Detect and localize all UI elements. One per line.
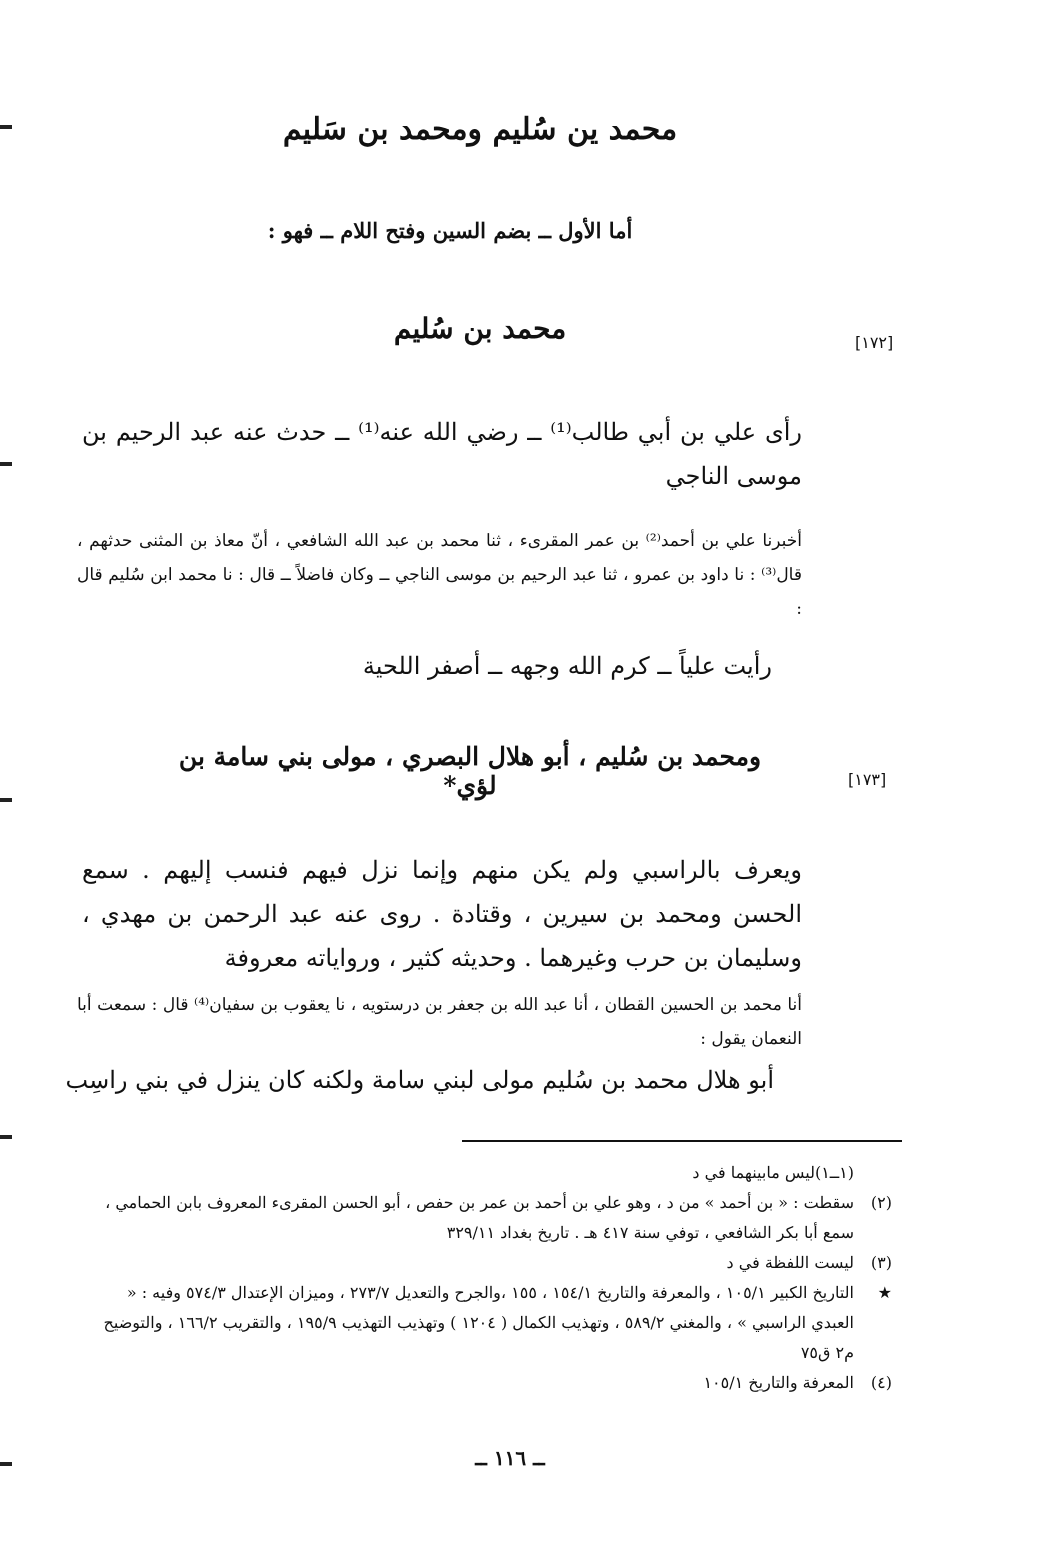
footnote-number: (۳)	[870, 1253, 892, 1272]
footnote-number	[854, 1158, 892, 1188]
entry-quote: أبو هلال محمد بن سُليم مولى لبني سامة ولكنه كان ينزل في بني راسِب	[65, 1066, 774, 1094]
scan-edge-mark	[0, 1462, 12, 1466]
entry-heading: ومحمد بن سُليم ، أبو هلال البصري ، مولى بني سامة بن لؤي*	[178, 742, 762, 800]
entry-quote: رأيت علياً ــ كرم الله وجهه ــ أصفر اللحية	[362, 652, 772, 680]
entry-number: [۱۷۲]	[855, 333, 894, 352]
footnote-text: (۱ــ۱)ليس مابينهما في د	[692, 1163, 854, 1182]
page-title: محمد ين سُليم ومحمد بن سَليم	[282, 112, 678, 147]
footnote	[92, 1368, 892, 1398]
footnote-text: ليست اللفظة في د	[726, 1253, 854, 1272]
footnote-number: (۲)	[870, 1193, 892, 1212]
footnote-separator	[462, 1140, 902, 1142]
scan-edge-mark	[0, 462, 12, 466]
entry-body: ويعرف بالراسبي ولم يكن منهم وإنما نزل فيهم فنسب إليهم . سمع الحسن ومحمد بن سيرين ، وقتادة . روى عنه عبد الرحمن بن مهدي ، وسليمان بن حرب وغيرهما . وحديثه كثير ، ورواياته معروفة	[82, 856, 802, 972]
scan-edge-mark	[0, 1135, 12, 1139]
scan-edge-mark	[0, 125, 12, 129]
footnote-text: المعرفة والتاريخ ١٠٥/١	[703, 1373, 854, 1392]
isnad-text: أنا محمد بن الحسين القطان ، أنا عبد الله بن جعفر بن درستويه ، نا يعقوب بن سفيان⁽⁴⁾ قال : سمعت أبا النعمان يقول :	[77, 995, 802, 1049]
footnote-star-icon: ★	[877, 1283, 892, 1302]
entry-heading: محمد بن سُليم	[393, 312, 567, 345]
footnote	[92, 1278, 892, 1368]
page-number: ــ ۱۱٦ ــ	[475, 1446, 545, 1470]
entry-number: [۱۷۳]	[848, 770, 887, 789]
footnote-text: سقطت : « بن أحمد » من د ، وهو علي بن أحمد بن عمر بن حفص ، أبو الحسن المقرىء المعروف بابن الحمامي ، سمع أبا بكر الشافعي ، توفي سنة ٤١٧ هـ . تاريخ بغداد ۳۲۹/۱۱	[105, 1193, 854, 1242]
footnote	[92, 1158, 892, 1188]
footnote	[92, 1188, 892, 1248]
footnote-text: التاريخ الكبير ۱۰٥/۱ ، والمعرفة والتاريخ ١٥٤/١ ، ١٥٥ ،والجرح والتعديل ۲۷۳/۷ ، وميزان الإعتدال ٥٧٤/٣ وفيه : « العبدي الراسبي » ، والمغني ٥٨٩/٢ ، وتهذيب الكمال ( ١٢٠٤ ) وتهذيب التهذيب ١٩٥/٩ ، والتقريب ١٦٦/٢ ، والتوضيح م٢ ق٧٥	[103, 1283, 854, 1362]
footnote	[92, 1248, 892, 1278]
isnad-text: أخبرنا علي بن أحمد⁽²⁾ بن عمر المقرىء ، ثنا محمد بن عبد الله الشافعي ، أنّ معاذ بن المثنى حدثهم ، قال⁽³⁾ : نا داود بن عمرو ، ثنا عبد الرحيم بن موسى الناجي ــ وكان فاضلاً ــ قال : نا محمد ابن سُليم قال :	[77, 531, 803, 619]
page-subtitle: أما الأول ــ بضم السين وفتح اللام ــ فهو :	[267, 218, 633, 243]
footnotes	[92, 1158, 892, 1398]
footnote-number: (٤)	[870, 1373, 892, 1392]
entry-body: رأى علي بن أبي طالب⁽¹⁾ ــ رضي الله عنه⁽¹⁾ ــ حدث عنه عبد الرحيم بن موسى الناجي	[82, 418, 802, 490]
scan-edge-mark	[0, 798, 12, 802]
